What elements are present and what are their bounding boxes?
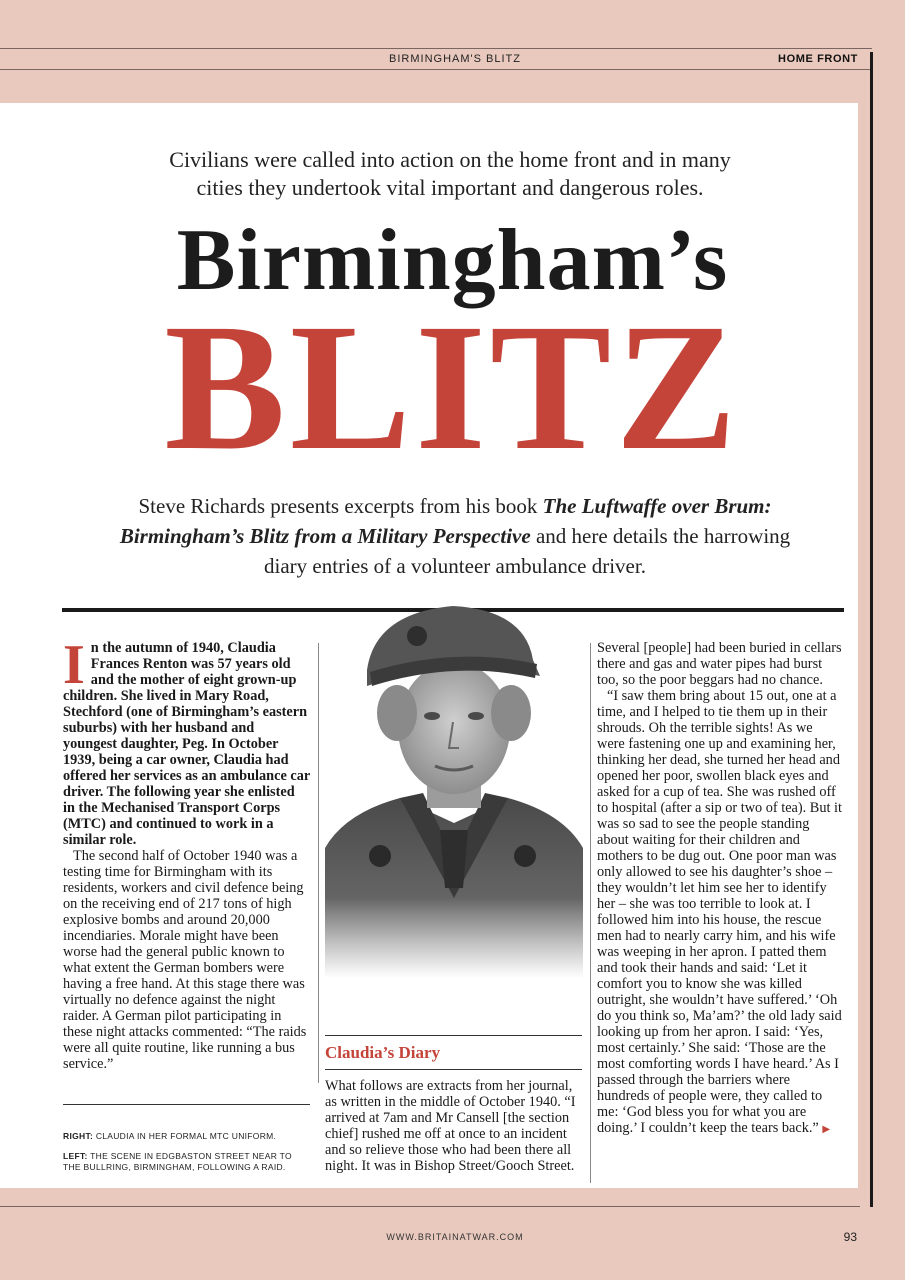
sidebar-text: What follows are extracts from her journal, as written in the middle of October 1940. “I arrived at 7am and Mr Cansell [the section chief] rushed me off at once to an incident and so relieve those who had been there all night. It was in Bishop Street/Gooch Street. xyxy=(325,1078,576,1174)
caption-right-label: RIGHT: xyxy=(63,1131,94,1141)
lead-paragraph xyxy=(63,634,310,848)
page-panel xyxy=(0,103,858,1188)
section-label: HOME FRONT xyxy=(778,53,858,65)
lead-paragraph-text: n the autumn of 1940, Claudia Frances Renton was 57 years old and the mother of eight grown-up children. She lived in Mary Road, Stechford (one of Birmingham’s eastern suburbs) with her husband and youngest daughter, Peg. In October 1939, being a car owner, Claudia had offered her services as an ambulance car driver. The following year she enlisted in the Mechanised Transport Corps (MTC) and continued to work in a similar role. xyxy=(63,640,310,848)
standfirst-line-1: Civilians were called into action on the home front and in many xyxy=(169,147,731,172)
standfirst xyxy=(100,146,800,202)
footer-rule xyxy=(0,1206,860,1207)
drop-cap: I xyxy=(63,634,85,696)
body-paragraph: Several [people] had been buried in cellars there and gas and water pipes had burst too, so the poor beggars had no chance. xyxy=(597,640,842,688)
intro-text-pre: Steve Richards presents excerpts from his book xyxy=(138,494,543,518)
headline: Birmingham’s xyxy=(176,212,729,309)
continue-arrow-icon: ▶ xyxy=(822,1124,831,1135)
body-paragraph-quote xyxy=(597,688,842,1138)
article-column-1 xyxy=(63,634,310,1072)
intro-text-post: and here details the harrowing diary entries of a volunteer ambulance driver. xyxy=(264,524,791,578)
portrait-photo xyxy=(325,598,583,978)
caption-right xyxy=(63,1131,310,1142)
running-title: BIRMINGHAM'S BLITZ xyxy=(389,53,521,65)
sidebar-top-rule xyxy=(325,1035,582,1036)
caption-left xyxy=(63,1151,310,1173)
intro-book-title: The Luftwaffe over Brum: Birmingham’s Blitz from a Military Perspective xyxy=(119,494,772,548)
caption-right-text: CLAUDIA IN HER FORMAL MTC UNIFORM. xyxy=(95,1131,277,1141)
intro-paragraph xyxy=(110,491,800,581)
article-column-3 xyxy=(597,640,842,1138)
standfirst-line-2: cities they undertook vital important and dangerous roles. xyxy=(196,175,704,200)
body-paragraph: The second half of October 1940 was a testing time for Birmingham with its residents, workers and civil defence being on the receiving end of 217 tons of high explosive bombs and around 20,000 incendiaries. Morale might have been worse had the general public known to what extent the German bombers were having a free hand. At this stage there was virtually no defence against the night raider. A German pilot participating in these night attacks commented: “The raids were all quite routine, like running a bus service.” xyxy=(63,848,307,1072)
photo-captions xyxy=(63,1131,310,1182)
headline-blitz: BLITZ xyxy=(164,287,741,488)
sidebar-title: Claudia’s Diary xyxy=(325,1043,441,1062)
sidebar-title-rule xyxy=(325,1069,582,1070)
portrait-illustration xyxy=(325,598,583,978)
page-number: 93 xyxy=(843,1230,857,1244)
caption-left-label: LEFT: xyxy=(63,1151,88,1161)
footer-url[interactable]: WWW.BRITAINATWAR.COM xyxy=(386,1232,524,1242)
quote-text: “I saw them bring about 15 out, one at a time, and I helped to tie them up in their shrouds. Oh the terrible sights! As we were fastening one up and examining her, thinking her dead, she turned her head and opened her poor, swollen black eyes and asked for a cup of tea. She was rushed off to hospital (after a sip or two of tea). But it was so sad to see the people standing about waiting for their children and mothers to be dug out. One poor man was only allowed to see his daughter’s shoe – they wouldn’t let him see her to identify her – she was too terrible to look at. I followed him into his house, the rescue men had to nearly carry him, and his wife was weeping in her apron. I patted them and took their hands and said: ‘Let it comfort you to know she was killed outright, she wouldn’t have suffered.’ ‘Oh do you think so, Ma’am?’ the old lady said looking up from her apron. I said: ‘Yes, most certainly.’ She said: ‘Those are the most comforting words I have heard.’ As I passed through the barriers where hundreds of people were, they called to me: ‘God bless you for what you are doing.’ I couldn’t keep the tears back.” xyxy=(597,688,842,1136)
column-divider-right xyxy=(590,643,591,1183)
header-bar xyxy=(0,48,872,70)
caption-rule xyxy=(63,1104,310,1105)
caption-left-text: THE SCENE IN EDGBASTON STREET NEAR TO THE BULLRING, BIRMINGHAM, FOLLOWING A RAID. xyxy=(63,1151,292,1172)
column-divider-left xyxy=(318,643,319,1083)
